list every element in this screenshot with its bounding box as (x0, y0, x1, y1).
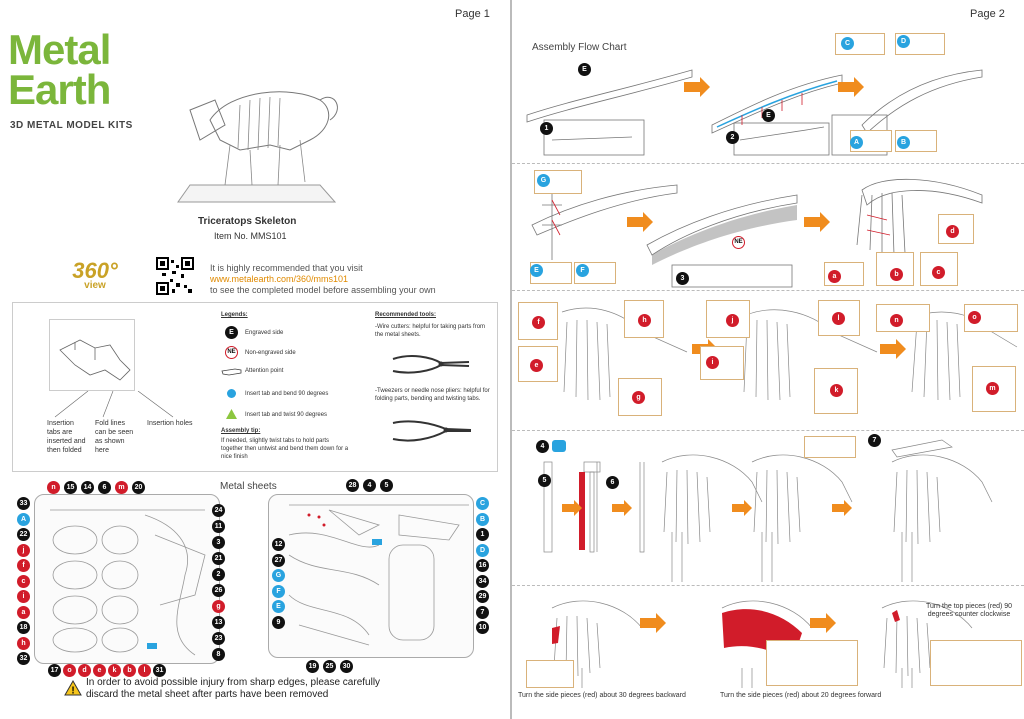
sheet-part-label: 2 (212, 568, 225, 581)
non-engraved-icon: NE (225, 346, 238, 359)
part-h-badge: h (638, 314, 651, 327)
sheet-part-label: 4 (363, 479, 376, 492)
sheet-part-label: A (17, 513, 30, 526)
part-l-badge: l (832, 312, 845, 325)
triceratops-illustration (170, 70, 340, 210)
sheet-part-label: B (476, 513, 489, 526)
sheet-part-label: 30 (340, 660, 353, 673)
step-3-badge: 3 (676, 272, 689, 285)
step-2-badge: 2 (726, 131, 739, 144)
warning-icon (64, 680, 82, 696)
badge-view-label: view (84, 280, 106, 291)
item-number: Item No. MMS101 (214, 231, 287, 241)
sheet-part-label: E (272, 600, 285, 613)
sheet-part-label: 31 (153, 664, 166, 677)
caption-turn-forward: Turn the side pieces (red) about 20 degrees forward (720, 692, 882, 699)
sheet-part-label: 21 (212, 552, 225, 565)
part-c-badge: C (841, 37, 854, 50)
caption-turn-backward: Turn the side pieces (red) about 30 degrees backward (518, 692, 686, 699)
sheet-part-label: b (123, 664, 136, 677)
detail-cell (766, 640, 858, 686)
non-engraved-marker: NE (732, 236, 745, 249)
recommendation-line-3: to see the completed model before assembling your own (210, 285, 436, 295)
sheet-part-label: 22 (17, 528, 30, 541)
sheet-part-label: 34 (476, 575, 489, 588)
sheet-part-label: 25 (323, 660, 336, 673)
green-triangle-icon (226, 409, 237, 419)
sheet-part-label: 26 (212, 584, 225, 597)
sheet-part-label: l (138, 664, 151, 677)
blue-tab-icon (552, 440, 566, 452)
fold-lines-label: Fold lines can be seen as shown here (95, 420, 134, 454)
recommendation-line-1: It is highly recommended that you visit (210, 263, 363, 273)
sheet-part-label: 27 (272, 554, 285, 567)
sheet-part-label: f (17, 559, 30, 572)
brand-logo (8, 26, 111, 113)
part-k-badge: k (830, 384, 843, 397)
part-f-badge: F (576, 264, 589, 277)
sheet-part-label: 32 (17, 652, 30, 665)
sheet-part-label: n (47, 481, 60, 494)
part-o-badge: o (968, 311, 981, 324)
attention-label: Attention point (245, 368, 284, 374)
tools-title: Recommended tools: (375, 312, 437, 318)
metal-sheet-2-parts (269, 495, 475, 659)
sheet-part-label: 20 (132, 481, 145, 494)
page-number: Page 2 (970, 8, 1005, 20)
svg-text:!: ! (71, 685, 75, 696)
engraved-marker: E (762, 109, 775, 122)
model-name: Triceratops Skeleton (198, 216, 297, 227)
metal-sheet-1 (34, 494, 220, 664)
non-engraved-label: Non-engraved side (245, 350, 296, 356)
qr-code-icon (156, 257, 194, 295)
sheet-part-label: 24 (212, 504, 225, 517)
metal-sheet-1-parts (35, 495, 221, 665)
badge-360-number: 360° (72, 258, 118, 283)
part-n-badge: n (890, 314, 903, 327)
part-e-badge: E (530, 264, 543, 277)
sheet-part-label: c (17, 575, 30, 588)
sheet-part-label: 15 (64, 481, 77, 494)
page-2 (512, 0, 1024, 719)
detail-cell (526, 660, 574, 688)
sheet-part-label: g (212, 600, 225, 613)
tab-diagram-sketch (50, 320, 136, 392)
wire-cutters-icon (391, 349, 471, 379)
sheet-part-label: G (272, 569, 285, 582)
sheet-part-label: k (108, 664, 121, 677)
sheet-part-label: 19 (306, 660, 319, 673)
part-b-badge: B (897, 136, 910, 149)
instructions-panel (12, 302, 498, 472)
sheet-part-label: 8 (212, 648, 225, 661)
insertion-tabs-label: Insertion tabs are inserted and then folded (47, 420, 86, 454)
tweezers-text: -Tweezers or needle nose pliers: helpful for folding parts, bending and twisting tabs. (375, 388, 490, 402)
part-a-badge: a (828, 270, 841, 283)
page-number: Page 1 (455, 8, 490, 20)
part-d-badge: d (946, 225, 959, 238)
sheet-part-label: 16 (476, 559, 489, 572)
step-7-badge: 7 (868, 434, 881, 447)
step-1-badge: 1 (540, 122, 553, 135)
sheet-part-label: 29 (476, 590, 489, 603)
sheet-part-label: i (17, 590, 30, 603)
badge-360[interactable] (55, 258, 135, 298)
sheet-part-label: 14 (81, 481, 94, 494)
blue-dot-icon (227, 389, 236, 398)
metal-sheet-2 (268, 494, 474, 658)
sheet-part-label: e (93, 664, 106, 677)
sheet-part-label: 10 (476, 621, 489, 634)
part-g-badge: g (632, 391, 645, 404)
part-f-badge: f (532, 316, 545, 329)
part-a-badge: A (850, 136, 863, 149)
sheet-part-label: 18 (17, 621, 30, 634)
brand-subtitle: 3D METAL MODEL KITS (10, 120, 133, 131)
sheet-part-label: a (17, 606, 30, 619)
legends-title: Legends: (221, 312, 248, 318)
detail-cell (876, 304, 930, 332)
part-c-badge: c (932, 266, 945, 279)
sheet-part-label: 17 (48, 664, 61, 677)
detail-cell (804, 436, 856, 458)
metal-sheets-title: Metal sheets (220, 481, 277, 492)
part-d-badge: D (897, 35, 910, 48)
sheet-part-label: j (17, 544, 30, 557)
part-m-badge: m (986, 382, 999, 395)
row-4-illustrations (512, 432, 1024, 584)
sheet-part-label: D (476, 544, 489, 557)
wire-cutters-text: -Wire cutters: helpful for taking parts from the metal sheets. (375, 324, 486, 338)
engraved-icon: E (225, 326, 238, 339)
brand-line-2: Earth (8, 66, 111, 113)
sheet-part-label: 3 (212, 536, 225, 549)
sheet-part-label: 7 (476, 606, 489, 619)
sheet-part-label: 23 (212, 632, 225, 645)
sheet-part-label: 33 (17, 497, 30, 510)
insertion-holes-label: Insertion holes (147, 420, 193, 427)
sheet-part-label: 6 (98, 481, 111, 494)
warning-text: In order to avoid possible injury from sharp edges, please carefully discard the metal sheet after parts have been removed (86, 677, 381, 700)
sheet-part-label: o (63, 664, 76, 677)
part-b-badge: b (890, 268, 903, 281)
sheet-part-label: C (476, 497, 489, 510)
engraved-marker: E (578, 63, 591, 76)
assembly-tip-title: Assembly tip: (221, 428, 261, 434)
diagram-leader-lines (43, 391, 193, 419)
sheet-part-label: m (115, 481, 128, 494)
row-divider (512, 290, 1024, 291)
bend-90-label: Insert tab and bend 90 degrees (245, 391, 329, 397)
part-g-badge: G (537, 174, 550, 187)
assembly-tip-text: If needed, slightly twist tabs to hold parts together then untwist and bend them down for a nice finish (221, 438, 349, 460)
step-4-badge: 4 (536, 440, 549, 453)
sheet-part-label: 1 (476, 528, 489, 541)
recommendation-text (210, 263, 436, 296)
brand-line-1: Metal (8, 26, 111, 73)
caption-turn-ccw: Turn the top pieces (red) 90 degrees counter clockwise (925, 603, 1013, 618)
sheet-part-label: 12 (272, 538, 285, 551)
recommendation-link[interactable]: www.metalearth.com/360/mms101 (210, 274, 349, 284)
sheet-part-label: h (17, 637, 30, 650)
sheet-part-label: 5 (380, 479, 393, 492)
row-divider (512, 430, 1024, 431)
needle-nose-pliers-icon (391, 415, 473, 445)
flow-chart-title: Assembly Flow Chart (532, 42, 627, 53)
engraved-label: Engraved side (245, 330, 284, 336)
sheet-part-label: 13 (212, 616, 225, 629)
row-3-illustrations (512, 292, 1024, 427)
sheet-part-label: 28 (346, 479, 359, 492)
pointing-hand-icon (221, 365, 243, 377)
page-1 (0, 0, 510, 719)
part-j-badge: j (726, 314, 739, 327)
part-e-badge: e (530, 359, 543, 372)
row-divider (512, 585, 1024, 586)
tab-diagram (49, 319, 135, 391)
part-i-badge: i (706, 356, 719, 369)
detail-cell (930, 640, 1022, 686)
step-5-badge: 5 (538, 474, 551, 487)
sheet-part-label: d (78, 664, 91, 677)
step-6-badge: 6 (606, 476, 619, 489)
sheet-part-label: 9 (272, 616, 285, 629)
twist-90-label: Insert tab and twist 90 degrees (245, 412, 328, 418)
sheet-part-label: 11 (212, 520, 225, 533)
sheet-part-label: F (272, 585, 285, 598)
